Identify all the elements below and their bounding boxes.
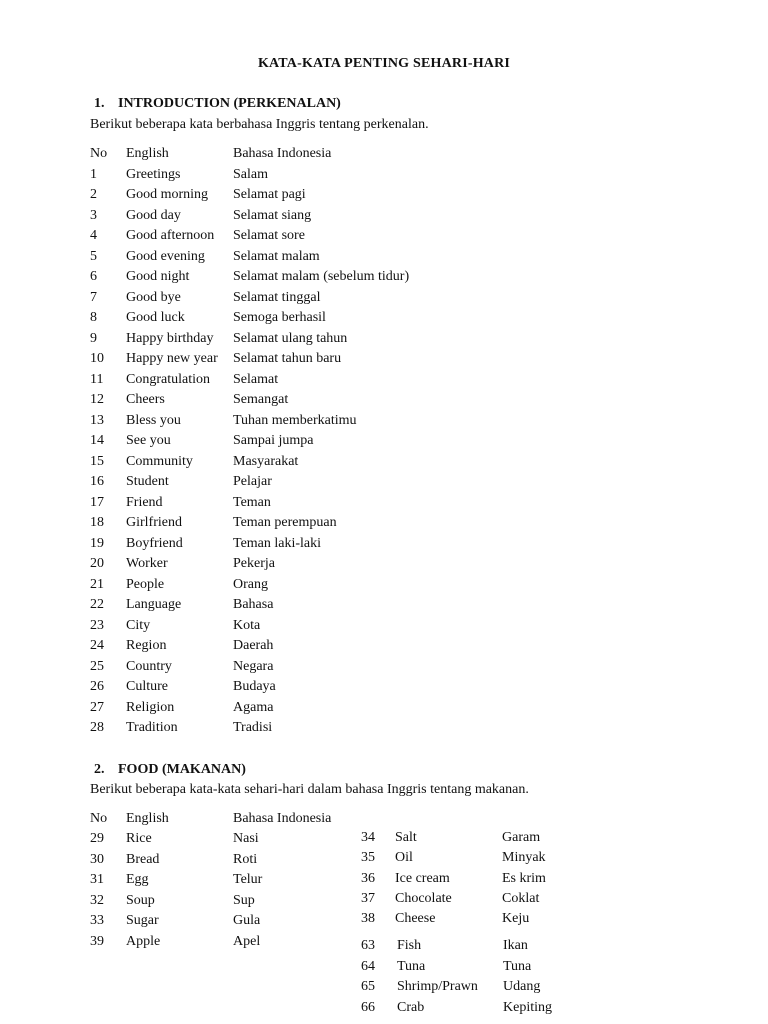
cell-english: Tradition [126,720,178,735]
cell-english: Apple [126,934,161,949]
cell-no: 66 [361,999,375,1015]
cell-indonesian: Tradisi [233,720,273,735]
cell-english: Crab [397,999,425,1015]
section-intro-text: Berikut beberapa kata berbahasa Inggris tentang perkenalan. [90,117,429,132]
cell-no: 4 [90,228,97,243]
cell-english: Region [126,638,167,653]
cell-english: Good afternoon [126,228,215,243]
cell-indonesian: Salam [233,166,268,182]
cell-no: 9 [90,330,97,346]
cell-no: 30 [90,851,104,867]
cell-no: 3 [90,207,97,223]
cell-indonesian: Keju [502,911,530,927]
cell-indonesian: Sampai jumpa [233,433,314,448]
cell-english: People [126,576,165,592]
cell-english: Boyfriend [126,535,183,551]
cell-no: 38 [361,911,375,927]
cell-indonesian: Teman [233,494,271,510]
cell-english: Soup [126,892,155,908]
cell-indonesian: Gula [233,913,261,929]
cell-no: 39 [90,934,104,949]
cell-indonesian: Teman laki-laki [233,535,322,551]
cell-indonesian: Es krim [502,870,546,886]
cell-english: English [126,811,169,826]
cell-indonesian: Teman perempuan [233,515,337,530]
cell-no: 15 [90,453,104,469]
cell-indonesian: Pekerja [233,556,275,571]
cell-english: Religion [126,699,175,715]
cell-no: 5 [90,248,97,264]
cell-indonesian: Semangat [233,392,289,407]
cell-no: 16 [90,474,104,489]
cell-no: 10 [90,351,104,366]
cell-no: 23 [90,617,104,633]
cell-no: 8 [90,310,97,325]
cell-indonesian: Tuna [503,958,532,974]
cell-indonesian: Tuhan memberkatimu [233,412,357,428]
cell-english: Happy new year [126,351,218,366]
cell-indonesian: Orang [233,576,268,592]
cell-indonesian: Coklat [502,890,540,906]
cell-indonesian: Selamat sore [233,228,305,243]
cell-no: 14 [90,433,104,448]
cell-no: 64 [361,958,375,974]
cell-no: 32 [90,892,104,908]
cell-indonesian: Kepiting [503,999,552,1015]
cell-english: Bread [126,851,160,867]
cell-indonesian: Negara [233,658,274,674]
cell-english: Worker [126,556,168,571]
cell-no: 12 [90,392,104,407]
cell-english: Cheers [126,392,165,407]
cell-english: Good morning [126,187,209,202]
section-number: 1. [94,96,105,111]
cell-english: Egg [126,872,149,888]
cell-indonesian: Selamat siang [233,207,312,223]
cell-no: 6 [90,269,97,284]
cell-no: 27 [90,699,104,715]
cell-english: Shrimp/Prawn [397,979,478,994]
section-title: FOOD (MAKANAN) [118,762,246,777]
cell-indonesian: Daerah [233,638,274,653]
cell-english: Salt [395,830,417,845]
cell-indonesian: Roti [233,851,258,867]
cell-no: 29 [90,831,104,846]
cell-english: Country [126,658,172,674]
cell-indonesian: Bahasa [233,597,274,612]
cell-indonesian: Apel [233,934,261,949]
cell-english: Tuna [397,958,426,974]
cell-no: 18 [90,515,104,530]
cell-english: Student [126,474,169,489]
cell-indonesian: Minyak [502,850,546,866]
cell-no: 31 [90,872,104,888]
cell-indonesian: Garam [502,830,541,845]
cell-no: 2 [90,187,97,202]
cell-no: 20 [90,556,104,571]
cell-english: See you [126,433,171,448]
cell-english: Friend [126,494,163,510]
cell-english: Chocolate [395,890,452,906]
section-intro-text: Berikut beberapa kata-kata sehari-hari dalam bahasa Inggris tentang makanan. [90,782,529,797]
cell-no: 19 [90,535,104,551]
cell-indonesian: Selamat malam (sebelum tidur) [233,269,410,284]
cell-no: 35 [361,850,375,866]
cell-no: 25 [90,658,104,674]
cell-indonesian: Bahasa Indonesia [233,146,332,161]
cell-no: 36 [361,870,375,886]
cell-english: Good night [126,269,190,284]
cell-no: 24 [90,638,104,653]
cell-indonesian: Sup [233,892,255,908]
cell-english: Congratulation [126,371,210,387]
cell-indonesian: Udang [503,979,541,994]
section-heading-food [94,762,246,778]
cell-indonesian: Budaya [233,679,276,694]
cell-no: 17 [90,494,104,510]
cell-indonesian: Masyarakat [233,453,299,469]
cell-no: No [90,811,108,826]
cell-no: 11 [90,371,104,387]
cell-english: Culture [126,679,168,694]
cell-indonesian: Telur [233,872,263,888]
cell-english: Community [126,453,193,469]
cell-no: 34 [361,830,375,845]
cell-english: English [126,146,169,161]
cell-no: 65 [361,979,375,994]
cell-english: Good day [126,207,181,223]
cell-indonesian: Selamat pagi [233,187,306,202]
cell-english: Sugar [126,913,159,929]
cell-english: Fish [397,938,422,953]
cell-english: Bless you [126,412,181,428]
cell-indonesian: Agama [233,699,274,715]
cell-no: 13 [90,412,104,428]
cell-no: 37 [361,890,375,906]
cell-english: Oil [395,850,413,866]
cell-english: Cheese [395,911,436,927]
cell-indonesian: Selamat [233,371,279,387]
cell-indonesian: Kota [233,617,261,633]
page-title: KATA-KATA PENTING SEHARI-HARI [257,56,511,71]
cell-no: 1 [90,166,97,182]
cell-no: 28 [90,720,104,735]
cell-english: Ice cream [395,870,450,886]
section-title: INTRODUCTION (PERKENALAN) [118,96,341,111]
cell-english: Rice [126,831,152,846]
cell-indonesian: Nasi [233,831,259,846]
cell-no: 21 [90,576,104,592]
cell-english: Good luck [126,310,185,325]
cell-indonesian: Selamat ulang tahun [233,330,348,346]
section-heading-introduction [94,96,341,112]
cell-english: Girlfriend [126,515,182,530]
cell-english: Language [126,597,182,612]
cell-english: Greetings [126,166,181,182]
cell-no: 33 [90,913,104,929]
cell-english: Good evening [126,248,205,264]
cell-indonesian: Selamat malam [233,248,320,264]
cell-no: 63 [361,938,375,953]
cell-no: 26 [90,679,104,694]
cell-indonesian: Semoga berhasil [233,310,326,325]
cell-indonesian: Bahasa Indonesia [233,811,332,826]
cell-english: Happy birthday [126,330,214,346]
cell-indonesian: Selamat tinggal [233,289,321,305]
cell-indonesian: Pelajar [233,474,272,489]
cell-no: 22 [90,597,104,612]
cell-english: City [126,617,151,633]
cell-no: 7 [90,289,97,305]
cell-english: Good bye [126,289,181,305]
cell-indonesian: Ikan [503,938,528,953]
cell-no: No [90,146,108,161]
section-number: 2. [94,762,105,777]
cell-indonesian: Selamat tahun baru [233,351,342,366]
